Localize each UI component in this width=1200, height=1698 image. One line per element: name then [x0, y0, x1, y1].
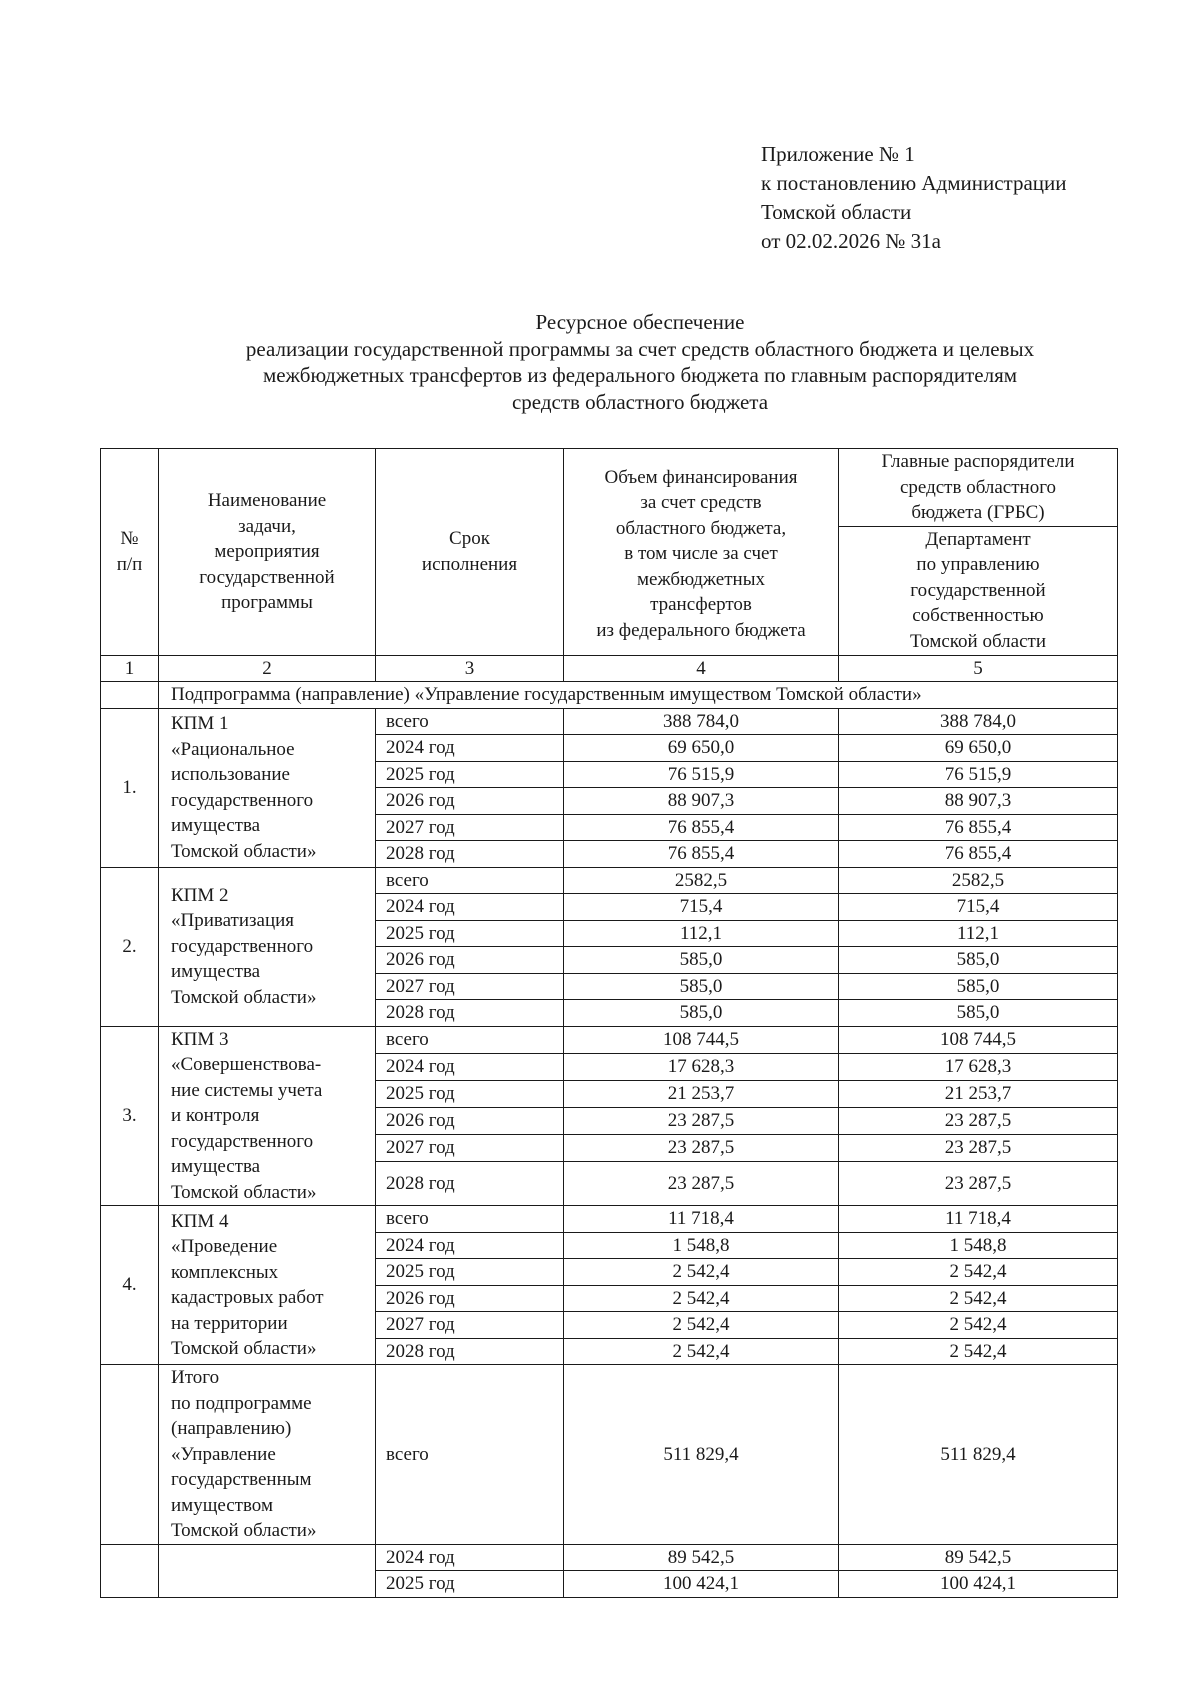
appendix-block	[761, 140, 1067, 256]
cell-line: задачи,	[238, 515, 296, 537]
header-department	[839, 526, 1118, 655]
period-cell: всего	[376, 708, 564, 735]
funding-value: 585,0	[564, 1000, 839, 1027]
funding-value: 76 515,9	[564, 761, 839, 788]
cell-line: КПМ 1	[171, 713, 229, 734]
grbs-value: 585,0	[839, 973, 1118, 1000]
grbs-value: 76 515,9	[839, 761, 1118, 788]
cell-line: (направлению)	[171, 1418, 292, 1439]
period-cell: 2026 год	[376, 947, 564, 974]
funding-value: 715,4	[564, 894, 839, 921]
cell-line: «Приватизация	[171, 910, 295, 932]
cell-line: программы	[221, 592, 313, 613]
period-cell: всего	[376, 1365, 564, 1545]
column-number: 1	[101, 655, 159, 682]
funding-value: 1 548,8	[564, 1232, 839, 1259]
cell-line: мероприятия	[214, 541, 320, 562]
grbs-value: 715,4	[839, 894, 1118, 921]
period-cell: 2028 год	[376, 1161, 564, 1205]
cell-line: Томской области»	[171, 840, 317, 862]
group-number: 4.	[101, 1206, 159, 1365]
grbs-value: 88 907,3	[839, 788, 1118, 815]
blank-cell	[101, 1544, 159, 1597]
cell-line: государственного	[171, 935, 314, 957]
grbs-value: 23 287,5	[839, 1134, 1118, 1161]
cell-line: собственностью	[912, 605, 1044, 627]
cell-line: «Рациональное	[171, 738, 295, 760]
title-line: средств областного бюджета	[511, 389, 769, 414]
period-cell: всего	[376, 1026, 564, 1053]
period-cell: 2024 год	[376, 1232, 564, 1259]
cell-line: на территории	[171, 1312, 288, 1334]
header-period	[376, 449, 564, 656]
funding-value: 2 542,4	[564, 1312, 839, 1339]
funding-value: 585,0	[564, 947, 839, 974]
group-name	[159, 867, 376, 1026]
header-grbs	[839, 449, 1118, 527]
column-number: 3	[376, 655, 564, 682]
document-title	[100, 309, 1180, 415]
grbs-value: 17 628,3	[839, 1053, 1118, 1080]
header-name	[159, 449, 376, 656]
group-name	[159, 1206, 376, 1365]
cell-line: использование	[171, 764, 290, 785]
cell-line: из федерального бюджета	[596, 619, 806, 641]
period-cell: 2027 год	[376, 1312, 564, 1339]
funding-value: 585,0	[564, 973, 839, 1000]
cell-line: бюджета (ГРБС)	[911, 502, 1045, 523]
period-cell: 2025 год	[376, 1080, 564, 1107]
cell-line: государственного	[171, 1130, 314, 1152]
title-line: межбюджетных трансфертов из федерального бюджета по главным распорядителям	[262, 363, 1018, 387]
funding-value: 112,1	[564, 920, 839, 947]
grbs-value: 21 253,7	[839, 1080, 1118, 1107]
cell-line: имущества	[171, 961, 261, 983]
grbs-value: 2 542,4	[839, 1338, 1118, 1365]
cell-line: Наименование	[207, 490, 327, 511]
cell-line: №	[120, 528, 139, 550]
period-cell: 2026 год	[376, 1285, 564, 1312]
grbs-value: 511 829,4	[839, 1365, 1118, 1545]
funding-value: 17 628,3	[564, 1053, 839, 1080]
funding-value: 108 744,5	[564, 1026, 839, 1053]
cell-line: исполнения	[421, 553, 518, 575]
grbs-value: 89 542,5	[839, 1544, 1118, 1571]
group-number: 2.	[101, 867, 159, 1026]
funding-value: 2 542,4	[564, 1259, 839, 1286]
cell-line: Итого	[171, 1367, 220, 1388]
period-cell: 2025 год	[376, 1259, 564, 1286]
header-funding	[564, 449, 839, 656]
appendix-line: к постановлению Администрации	[761, 171, 1067, 195]
appendix-line: от 02.02.2026 № 31а	[761, 229, 942, 253]
grbs-value: 23 287,5	[839, 1161, 1118, 1205]
cell-line: Срок	[449, 528, 490, 550]
grbs-value: 108 744,5	[839, 1026, 1118, 1053]
group-number: 1.	[101, 708, 159, 867]
grbs-value: 112,1	[839, 920, 1118, 947]
cell-line: государственной	[910, 579, 1046, 601]
cell-line: «Проведение	[171, 1236, 278, 1257]
grbs-value: 1 548,8	[839, 1232, 1118, 1259]
funding-value: 88 907,3	[564, 788, 839, 815]
period-cell: 2027 год	[376, 973, 564, 1000]
cell-line: кадастровых работ	[171, 1287, 324, 1308]
funding-value: 23 287,5	[564, 1107, 839, 1134]
period-cell: 2028 год	[376, 841, 564, 868]
grbs-value: 23 287,5	[839, 1107, 1118, 1134]
cell-line: Томской области»	[171, 1181, 317, 1203]
period-cell: 2024 год	[376, 1544, 564, 1571]
period-cell: 2024 год	[376, 894, 564, 921]
period-cell: 2026 год	[376, 1107, 564, 1134]
grbs-value: 388 784,0	[839, 708, 1118, 735]
cell-line: государственного	[171, 789, 314, 811]
funding-value: 11 718,4	[564, 1206, 839, 1233]
group-number: 3.	[101, 1026, 159, 1206]
funding-value: 2582,5	[564, 867, 839, 894]
funding-value: 76 855,4	[564, 814, 839, 841]
total-name	[159, 1365, 376, 1545]
cell-line: Объем финансирования	[604, 466, 798, 488]
funding-value: 69 650,0	[564, 735, 839, 762]
period-cell: 2025 год	[376, 920, 564, 947]
funding-value: 100 424,1	[564, 1571, 839, 1598]
grbs-value: 76 855,4	[839, 814, 1118, 841]
title-line: Ресурсное обеспечение	[535, 310, 745, 334]
blank-cell	[159, 1544, 376, 1597]
cell-line: ние системы учета	[171, 1079, 323, 1101]
header-number	[101, 449, 159, 656]
funding-value: 89 542,5	[564, 1544, 839, 1571]
grbs-value: 69 650,0	[839, 735, 1118, 762]
appendix-line: Приложение № 1	[761, 142, 915, 166]
cell-line: Томской области»	[171, 1520, 317, 1541]
grbs-value: 2 542,4	[839, 1285, 1118, 1312]
funding-value: 23 287,5	[564, 1134, 839, 1161]
funding-value: 2 542,4	[564, 1338, 839, 1365]
period-cell: всего	[376, 1206, 564, 1233]
grbs-value: 11 718,4	[839, 1206, 1118, 1233]
funding-value: 23 287,5	[564, 1161, 839, 1205]
group-name	[159, 1026, 376, 1206]
cell-line: имуществом	[171, 1494, 273, 1516]
cell-line: областного бюджета,	[615, 517, 787, 539]
title-line: реализации государственной программы за счет средств областного бюджета и целевых	[245, 336, 1035, 361]
cell-line: средств областного	[899, 476, 1057, 498]
grbs-value: 100 424,1	[839, 1571, 1118, 1598]
cell-line: «Управление	[171, 1443, 276, 1465]
cell-line: Главные распорядители	[881, 451, 1075, 472]
cell-line: государственным	[171, 1469, 312, 1490]
cell-line: «Совершенствова-	[171, 1054, 322, 1075]
period-cell: 2025 год	[376, 1571, 564, 1598]
grbs-value: 2 542,4	[839, 1259, 1118, 1286]
grbs-value: 585,0	[839, 1000, 1118, 1027]
cell-line: КПМ 4	[171, 1210, 229, 1232]
period-cell: 2028 год	[376, 1000, 564, 1027]
period-cell: 2025 год	[376, 761, 564, 788]
cell-line: государственной	[199, 566, 335, 588]
cell-line: п/п	[116, 553, 143, 575]
grbs-value: 2 542,4	[839, 1312, 1118, 1339]
group-name	[159, 708, 376, 867]
grbs-value: 585,0	[839, 947, 1118, 974]
appendix-line: Томской области	[761, 200, 912, 224]
cell-line: Департамент	[925, 528, 1031, 550]
column-number: 2	[159, 655, 376, 682]
blank-cell	[101, 1365, 159, 1545]
cell-line: по подпрограмме	[171, 1392, 312, 1414]
funding-value: 76 855,4	[564, 841, 839, 868]
period-cell: 2024 год	[376, 735, 564, 762]
funding-value: 21 253,7	[564, 1080, 839, 1107]
blank-cell	[101, 682, 159, 709]
column-number: 4	[564, 655, 839, 682]
period-cell: 2027 год	[376, 814, 564, 841]
funding-value: 2 542,4	[564, 1285, 839, 1312]
cell-line: трансфертов	[650, 594, 752, 615]
cell-line: за счет средств	[640, 492, 762, 513]
cell-line: Томской области»	[171, 1338, 317, 1359]
resource-table	[100, 448, 1118, 1598]
cell-line: Томской области»	[171, 986, 317, 1008]
cell-line: имущества	[171, 1156, 261, 1177]
subprogram-title: Подпрограмма (направление) «Управление государственным имуществом Томской области»	[159, 682, 1118, 709]
period-cell: всего	[376, 867, 564, 894]
cell-line: и контроля	[171, 1105, 260, 1126]
column-number: 5	[839, 655, 1118, 682]
period-cell: 2026 год	[376, 788, 564, 815]
cell-line: в том числе за счет	[624, 543, 778, 564]
funding-value: 511 829,4	[564, 1365, 839, 1545]
grbs-value: 76 855,4	[839, 841, 1118, 868]
cell-line: КПМ 2	[171, 884, 229, 906]
cell-line: межбюджетных	[637, 568, 765, 590]
period-cell: 2028 год	[376, 1338, 564, 1365]
period-cell: 2027 год	[376, 1134, 564, 1161]
cell-line: Томской области	[910, 630, 1046, 652]
funding-value: 388 784,0	[564, 708, 839, 735]
cell-line: КПМ 3	[171, 1028, 229, 1050]
period-cell: 2024 год	[376, 1053, 564, 1080]
cell-line: комплексных	[171, 1261, 279, 1283]
grbs-value: 2582,5	[839, 867, 1118, 894]
cell-line: имущества	[171, 815, 261, 836]
cell-line: по управлению	[916, 554, 1040, 576]
